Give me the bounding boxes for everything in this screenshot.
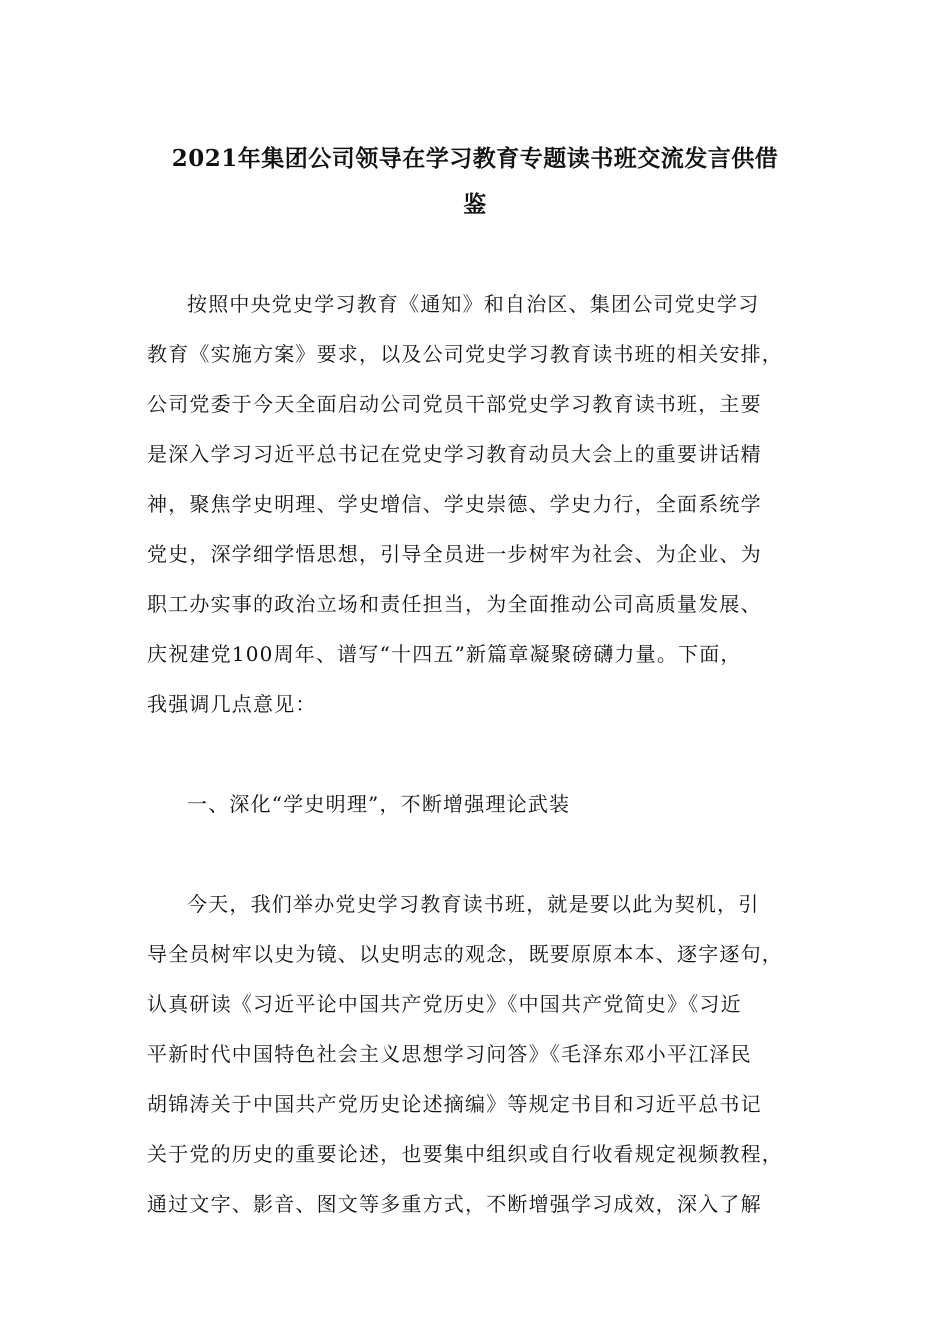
paragraph-2-line: 今天，我们举办党史学习教育读书班，就是要以此为契机，引 [187, 892, 760, 916]
paragraph-2-line: 平新时代中国特色社会主义思想学习问答》《毛泽东邓小平江泽民 [147, 1042, 752, 1066]
paragraph-2-line: 认真研读《习近平论中国共产党历史》《中国共产党简史》《习近 [147, 992, 742, 1016]
paragraph-2-line: 导全员树牢以史为镜、以史明志的观念，既要原原本本、逐字逐句， [147, 942, 783, 966]
paragraph-1-line: 神，聚焦学史明理、学史增信、学史崇德、学史力行，全面系统学 [147, 492, 762, 516]
document-title-line-1: 2021年集团公司领导在学习教育专题读书班交流发言供借 [171, 145, 779, 172]
paragraph-2-line: 胡锦涛关于中国共产党历史论述摘编》等规定书目和习近平总书记 [147, 1092, 762, 1116]
paragraph-2-line: 关于党的历史的重要论述，也要集中组织或自行收看规定视频教程， [147, 1142, 783, 1166]
paragraph-1-line: 党史，深学细学悟思想，引导全员进一步树牢为社会、为企业、为 [147, 542, 762, 566]
paragraph-1-line: 教育《实施方案》要求，以及公司党史学习教育读书班的相关安排， [147, 342, 783, 366]
section-1-heading: 一、深化“学史明理”，不断增强理论武装 [187, 792, 571, 816]
paragraph-2-line: 通过文字、影音、图文等多重方式，不断增强学习成效，深入了解 [147, 1192, 762, 1216]
paragraph-1-line: 按照中央党史学习教育《通知》和自治区、集团公司党史学习 [187, 292, 760, 316]
paragraph-1-line: 职工办实事的政治立场和责任担当，为全面推动公司高质量发展、 [147, 592, 762, 616]
paragraph-1-line: 是深入学习习近平总书记在党史学习教育动员大会上的重要讲话精 [147, 442, 762, 466]
paragraph-1-line: 我强调几点意见： [147, 692, 317, 716]
document-title-line-2: 鉴 [463, 191, 487, 218]
paragraph-1-line: 庆祝建党100周年、谱写“十四五”新篇章凝聚磅礴力量。下面， [147, 642, 742, 666]
paragraph-1-line: 公司党委于今天全面启动公司党员干部党史学习教育读书班，主要 [147, 392, 762, 416]
